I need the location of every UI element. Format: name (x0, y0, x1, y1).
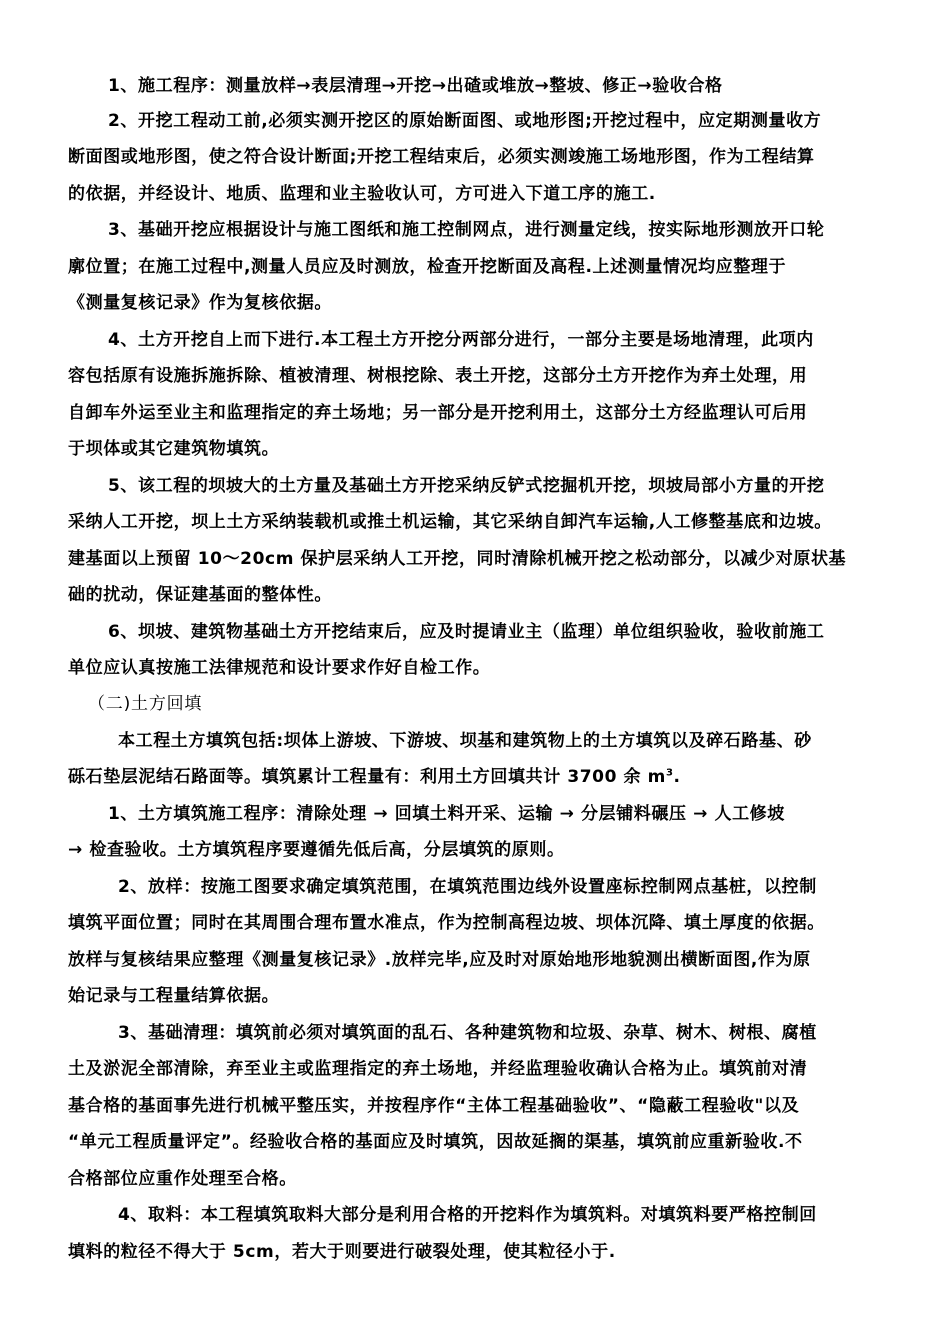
text-line: 土及淤泥全部清除，弃至业主或监理指定的弃土场地，并经监理验收确认合格为止。填筑前对清 (68, 1059, 808, 1079)
text-line: 本工程土方填筑包括:坝体上游坡、下游坡、坝基和建筑物上的土方填筑以及碎石路基、砂 (118, 731, 812, 751)
text-line: 5、该工程的坝坡大的土方量及基础土方开挖采纳反铲式挖掘机开挖，坝坡局部小方量的开挖 (108, 476, 825, 496)
text-line: 基合格的基面事先进行机械平整压实，并按程序作“主体工程基础验收”、“隐蔽工程验收"以及 (68, 1096, 800, 1116)
text-line: 断面图或地形图，使之符合设计断面;开挖工程结束后，必须实测竣施工场地形图，作为工程结算 (68, 147, 815, 167)
text-line: 于坝体或其它建筑物填筑。 (68, 439, 280, 459)
text-line: 的依据，并经设计、地质、监理和业主验收认可，方可进入下道工序的施工. (68, 184, 656, 204)
text-line: 容包括原有设施拆施拆除、植被清理、树根挖除、表土开挖，这部分土方开挖作为弃土处理，用 (68, 366, 808, 386)
text-line: 始记录与工程量结算依据。 (68, 986, 280, 1006)
text-line: 础的扰动，保证建基面的整体性。 (68, 585, 332, 605)
text-line: 采纳人工开挖，坝上土方采纳装载机或推土机运输，其它采纳自卸汽车运输,人工修整基底和边坡。 (68, 512, 832, 532)
text-line: → 检查验收。土方填筑程序要遵循先低后高，分层填筑的原则。 (68, 840, 565, 860)
text-line: 4、土方开挖自上而下进行.本工程土方开挖分两部分进行，一部分主要是场地清理，此项内 (108, 330, 814, 350)
text-line: 建基面以上预留 10～20cm 保护层采纳人工开挖，同时清除机械开挖之松动部分，以减少对原状基 (68, 549, 847, 569)
text-line: 6、坝坡、建筑物基础土方开挖结束后，应及时提请业主（监理）单位组织验收，验收前施工 (108, 622, 825, 642)
text-line: 合格部位应重作处理至合格。 (68, 1169, 297, 1189)
text-line: 放样与复核结果应整理《测量复核记录》.放样完毕,应及时对原始地形地貌测出横断面图,作为原 (68, 950, 811, 970)
text-line: 填筑平面位置；同时在其周围合理布置水准点，作为控制高程边坡、坝体沉降、填土厚度的依据。 (68, 913, 825, 933)
text-line: 自卸车外运至业主和监理指定的弃土场地；另一部分是开挖利用土，这部分土方经监理认可后用 (68, 403, 808, 423)
text-line: 3、基础开挖应根据设计与施工图纸和施工控制网点，进行测量定线，按实际地形测放开口轮 (108, 220, 825, 240)
text-line: 1、施工程序：测量放样→表层清理→开挖→出碴或堆放→整坡、修正→验收合格 (108, 76, 723, 96)
text-line: 单位应认真按施工法律规范和设计要求作好自检工作。 (68, 658, 491, 678)
volume-suffix: . (673, 767, 681, 787)
text-line: “单元工程质量评定”。经验收合格的基面应及时填筑，因故延搁的渠基，填筑前应重新验收.不 (68, 1132, 803, 1152)
volume-text: 砾石垫层泥结石路面等。填筑累计工程量有：利用土方回填共计 3700 余 m (68, 767, 666, 787)
text-line: 廓位置；在施工过程中,测量人员应及时测放，检查开挖断面及高程.上述测量情况均应整理于 (68, 257, 787, 277)
section-heading: （二)土方回填 (88, 694, 203, 714)
text-line: 2、放样：按施工图要求确定填筑范围，在填筑范围边线外设置座标控制网点基桩，以控制 (118, 877, 817, 897)
text-line: 3、基础清理：填筑前必须对填筑面的乱石、各种建筑物和垃圾、杂草、树木、树根、腐植 (118, 1023, 817, 1043)
text-line: 填料的粒径不得大于 5cm，若大于则要进行破裂处理，使其粒径小于. (68, 1242, 616, 1262)
text-line: 2、开挖工程动工前,必须实测开挖区的原始断面图、或地形图;开挖过程中，应定期测量收方 (108, 111, 822, 131)
text-line (68, 765, 681, 789)
text-line: 4、取料：本工程填筑取料大部分是利用合格的开挖料作为填筑料。对填筑料要严格控制回 (118, 1205, 817, 1225)
text-line: 1、土方填筑施工程序：清除处理 → 回填土料开采、运输 → 分层铺料碾压 → 人工修坡 (108, 804, 785, 824)
text-line: 《测量复核记录》作为复核依据。 (68, 293, 332, 313)
unit-superscript: 3 (665, 767, 674, 779)
